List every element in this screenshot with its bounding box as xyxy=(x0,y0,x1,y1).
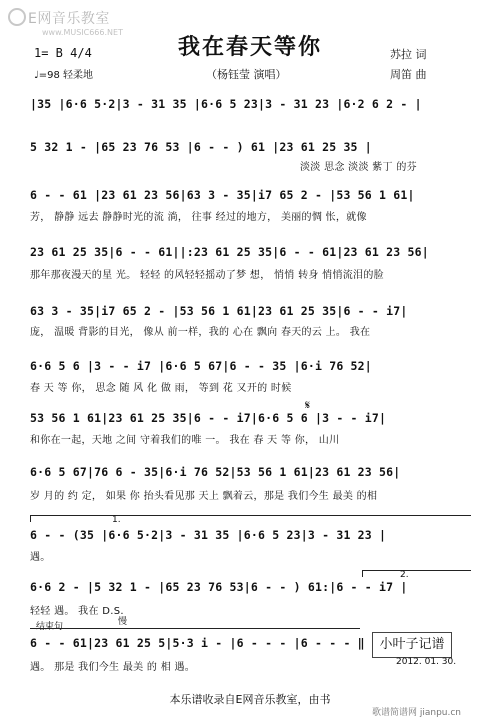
lyric-line: 芳， 静静 远去 静静时光的流 淌， 往事 经过的地方， 美丽的惆 怅，就像 xyxy=(30,212,367,223)
slow-marking: 慢 xyxy=(118,617,128,627)
transcription-date: 2012. 01. 30. xyxy=(396,657,457,667)
coda-label: 结束句 xyxy=(36,622,64,632)
notation-line: 6·6 5 67|76 6 - 35|6·i 76 52|53 56 1 61|23 61 23 56| xyxy=(30,465,401,479)
composer-credit: 周笛 曲 xyxy=(390,68,427,81)
notation-line: 6 - - 61|23 61 25 5|5·3 i - |6 - - - |6 - - - ‖ xyxy=(30,636,365,650)
lyricist-credit: 苏拉 词 xyxy=(390,48,427,61)
volta-number-1: 1. xyxy=(112,515,121,525)
song-title: 我在春天等你 xyxy=(177,34,322,60)
notation-line: 23 61 25 35|6 - - 61||:23 61 25 35|6 - - 61|23 61 23 56| xyxy=(30,245,429,259)
lyric-line: 春 天 等 你， 思念 随 风 化 做 雨， 等到 花 又开的 时候 xyxy=(30,383,292,394)
transcriber-signature: 小叶子记谱 xyxy=(372,632,452,658)
lyric-line: 轻轻 遇。 我在 D.S. xyxy=(30,606,124,617)
singer-credit: （杨钰莹 演唱） xyxy=(206,68,287,81)
lyric-line: 那年那夜漫天的星 光。 轻轻 的风轻轻摇动了梦 想， 悄悄 转身 悄悄流泪的脸 xyxy=(30,270,384,281)
volta-bracket-1 xyxy=(30,515,471,522)
lyric-line: 和你在一起，天地 之间 守着我们的唯 一。 我在 春 天 等 你， 山川 xyxy=(30,435,340,446)
coda-line xyxy=(30,628,360,635)
notation-line: 6·6 5 6 |3 - - i7 |6·6 5 67|6 - - 35 |6·i 76 52| xyxy=(30,359,372,373)
key-signature: 1= B 4/4 xyxy=(34,46,92,60)
notation-line: 53 56 1 61|23 61 25 35|6 - - i7|6·6 5 6 |3 - - i7| xyxy=(30,411,387,425)
notation-line: 6 - - 61 |23 61 23 56|63 3 - 35|i7 65 2 - |53 56 1 61| xyxy=(30,188,415,202)
volta-number-2: 2. xyxy=(400,570,409,580)
site-watermark: 歌谱简谱网 jianpu.cn xyxy=(372,708,462,718)
tempo-marking: ♩=98 轻柔地 xyxy=(34,70,93,81)
lyric-line: 遇。 xyxy=(30,552,51,563)
notation-line: 5 32 1 - |65 23 76 53 |6 - - ) 61 |23 61 25 35 | xyxy=(30,140,372,154)
volta-bracket-2 xyxy=(362,570,471,577)
notation-line: |35 |6·6 5·2|3 - 31 35 |6·6 5 23|3 - 31 23 |6·2 6 2 - | xyxy=(30,97,422,111)
notation-line: 63 3 - 35|i7 65 2 - |53 56 1 61|23 61 25 35|6 - - i7| xyxy=(30,304,408,318)
lyric-line: 遇。 那是 我们今生 最美 的 相 遇。 xyxy=(30,662,196,673)
notation-line: 6·6 2 - |5 32 1 - |65 23 76 53|6 - - ) 61:|6 - - i7 | xyxy=(30,580,408,594)
watermark-text: E网音乐教室 xyxy=(28,11,110,27)
lyric-line: 淡淡 思念 淡淡 紫丁 的芬 xyxy=(300,162,417,173)
segno-mark: 𝄋 xyxy=(305,398,311,412)
lyric-line: 庞， 温暖 背影的目光， 像从 前一样，我的 心在 飘向 春天的云 上。 我在 xyxy=(30,327,371,338)
footer-note: 本乐谱收录自E网音乐教室，由书 xyxy=(169,693,331,706)
lyric-line: 岁 月的 约 定， 如果 你 抬头看见那 天上 飘着云，那是 我们今生 最美 的相 xyxy=(30,491,378,502)
watermark-url: www.MUSIC666.NET xyxy=(42,28,123,37)
notation-line: 6 - - (35 |6·6 5·2|3 - 31 35 |6·6 5 23|3 - 31 23 | xyxy=(30,528,387,542)
